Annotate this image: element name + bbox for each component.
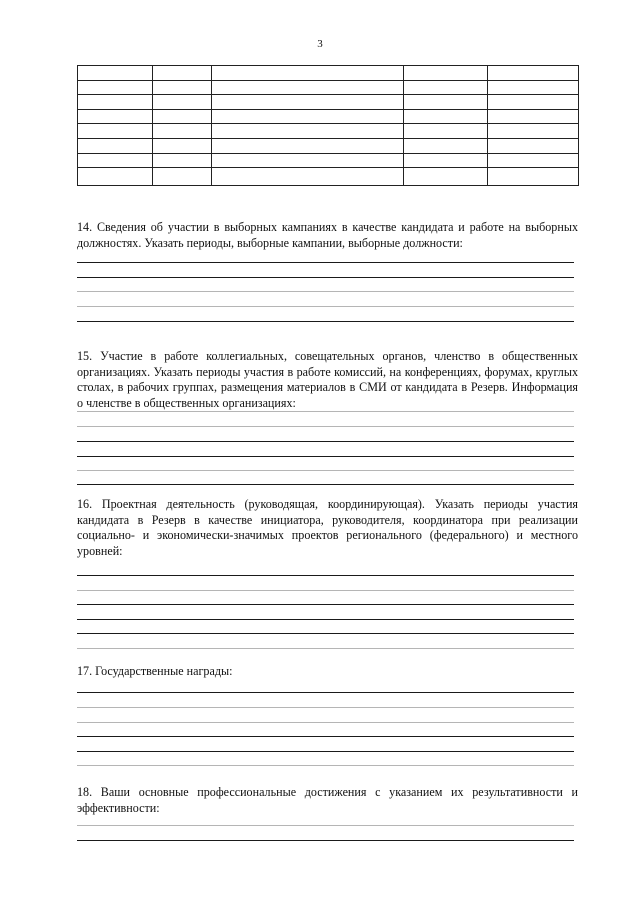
answer-line[interactable] [77,707,574,708]
table-cell[interactable] [153,66,212,81]
table-row [78,168,579,186]
answer-line[interactable] [77,262,574,263]
section-16 [77,497,578,559]
table-cell[interactable] [78,66,153,81]
table-cell[interactable] [212,153,404,168]
answer-line[interactable] [77,751,574,752]
table-cell[interactable] [212,80,404,95]
table-cell[interactable] [153,124,212,139]
answer-line[interactable] [77,456,574,457]
table-cell[interactable] [153,153,212,168]
section-16-text: 16. Проектная деятельность (руководящая, координирующая). Указать периоды участия кандидата в Резерв в качестве инициатора, руководителя, координатора при реализации социально- и экономически-значимых проектов регионального (федерального) и местного уровней: [77,497,578,558]
section-15 [77,349,578,411]
answer-line[interactable] [77,840,574,841]
answer-line[interactable] [77,470,574,471]
table-cell[interactable] [488,138,579,153]
table-cell[interactable] [212,124,404,139]
answer-line[interactable] [77,426,574,427]
table-row [78,109,579,124]
table-cell[interactable] [212,168,404,186]
table-row [78,124,579,139]
table-cell[interactable] [488,124,579,139]
answer-line[interactable] [77,633,574,634]
table-cell[interactable] [488,168,579,186]
table-cell[interactable] [212,109,404,124]
section-18-text: 18. Ваши основные профессиональные достижения с указанием их результативности и эффективности: [77,785,578,815]
answer-line[interactable] [77,619,574,620]
table-row [78,66,579,81]
table-cell[interactable] [404,124,488,139]
answer-line[interactable] [77,648,574,649]
table-row [78,153,579,168]
answer-line[interactable] [77,692,574,693]
table-cell[interactable] [78,109,153,124]
table-cell[interactable] [404,66,488,81]
table-cell[interactable] [212,66,404,81]
answer-line[interactable] [77,722,574,723]
table-cell[interactable] [488,80,579,95]
table-cell[interactable] [78,138,153,153]
section-14 [77,220,578,251]
answer-line[interactable] [77,441,574,442]
table-cell[interactable] [404,80,488,95]
table-row [78,80,579,95]
section-15-text: 15. Участие в работе коллегиальных, совещательных органов, членство в общественных организациях. Указать периоды участия в работе комиссий, на конференциях, форумах, круглых столах, в рабочих группах, размещения материалов в СМИ от кандидата в Резерв. Информация о членстве в общественных организациях: [77,349,578,410]
data-table [77,65,579,186]
answer-line[interactable] [77,277,574,278]
answer-line[interactable] [77,736,574,737]
table-row [78,138,579,153]
table-cell[interactable] [488,109,579,124]
answer-line[interactable] [77,575,574,576]
answer-line[interactable] [77,484,574,485]
answer-line[interactable] [77,321,574,322]
answer-line[interactable] [77,411,574,412]
table-cell[interactable] [78,95,153,110]
table-cell[interactable] [404,153,488,168]
table-cell[interactable] [212,95,404,110]
table-cell[interactable] [78,80,153,95]
table-cell[interactable] [404,138,488,153]
section-17 [77,664,578,680]
page-number: 3 [317,38,323,50]
table-cell[interactable] [404,168,488,186]
table-cell[interactable] [153,95,212,110]
answer-line[interactable] [77,604,574,605]
section-17-text: 17. Государственные награды: [77,664,233,678]
answer-line[interactable] [77,291,574,292]
table-cell[interactable] [78,153,153,168]
table-cell[interactable] [212,138,404,153]
answer-line[interactable] [77,306,574,307]
table-cell[interactable] [78,124,153,139]
section-14-text: 14. Сведения об участии в выборных кампаниях в качестве кандидата и работе на выборных должностях. Указать периоды, выборные кампании, выборные должности: [77,220,578,250]
table-cell[interactable] [488,66,579,81]
table-cell[interactable] [153,168,212,186]
table-cell[interactable] [153,80,212,95]
table-cell[interactable] [404,109,488,124]
answer-line[interactable] [77,825,574,826]
table-row [78,95,579,110]
answer-line[interactable] [77,765,574,766]
table-cell[interactable] [78,168,153,186]
answer-line[interactable] [77,590,574,591]
table-cell[interactable] [488,95,579,110]
section-18 [77,785,578,816]
table-cell[interactable] [153,138,212,153]
table-cell[interactable] [488,153,579,168]
table-cell[interactable] [404,95,488,110]
table-cell[interactable] [153,109,212,124]
